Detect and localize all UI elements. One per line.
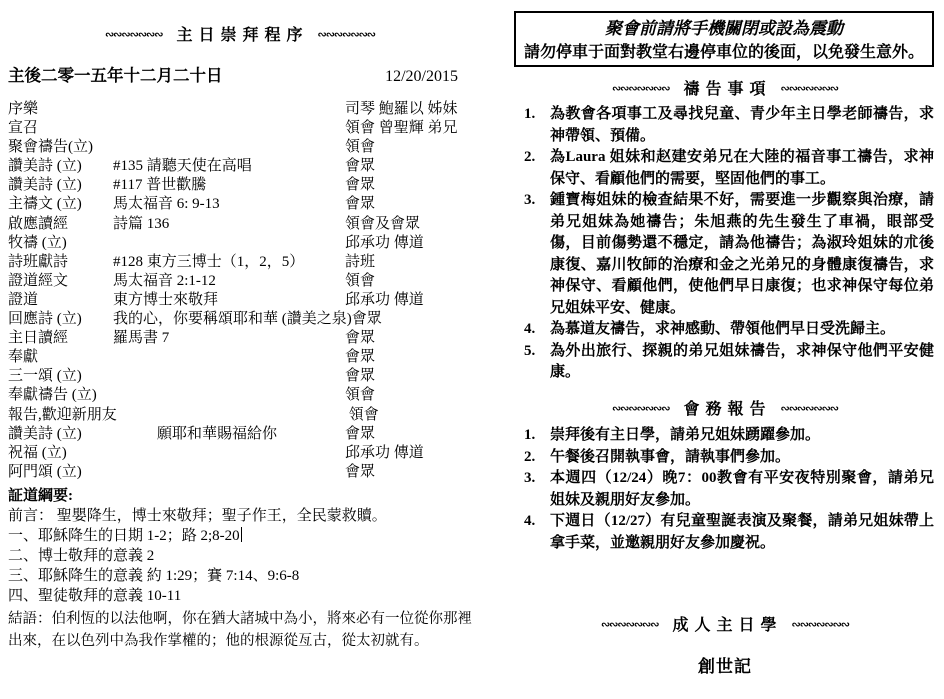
program-row bbox=[8, 272, 472, 291]
program-item-label: 報告,歡迎新朋友 bbox=[8, 406, 117, 423]
sermon-outline bbox=[8, 486, 472, 606]
prayer-section-heading bbox=[514, 76, 936, 99]
program-row bbox=[8, 348, 472, 367]
program-item-label: 啟應讀經 bbox=[8, 215, 69, 232]
program-item-label: 主日讀經 bbox=[8, 330, 69, 347]
program-item-leader: 會眾 bbox=[345, 158, 376, 175]
program-item-label: 讚美詩 (立) bbox=[8, 425, 82, 442]
program-row bbox=[8, 234, 472, 253]
announcement-item bbox=[524, 447, 936, 469]
page-title-text: 主 日 崇 拜 程 序 bbox=[176, 27, 304, 44]
program-item-content bbox=[113, 367, 345, 386]
sermon-outline-line-text: 三、耶穌降生的意義 約 1:29；賽 7:14、9:6-8 bbox=[8, 568, 300, 584]
sermon-outline-line-text: 四、聖徒敬拜的意義 10-11 bbox=[8, 588, 182, 604]
announcement-item-number: 4. bbox=[524, 513, 536, 529]
ornament-icon: ∾∾∾∾∾∾∾ bbox=[611, 402, 670, 415]
program-row bbox=[8, 291, 472, 310]
program-item-leader: 領會 bbox=[348, 406, 379, 423]
prayer-item-text: 為外出旅行、探親的弟兄姐妹禱告，求神保守他們平安健康。 bbox=[550, 342, 934, 380]
sermon-conclusion: 結語：伯利恆的以法他啊，你在猶大諸城中為小，將來必有一位從你那裡出來，在以色列中為我作掌權的；他的根源從亙古，從太初就有。 bbox=[8, 611, 472, 649]
sermon-outline-line-text: 一、耶穌降生的日期 1-2；路 2;8-20 bbox=[8, 528, 240, 544]
program-item-leader: 會眾 bbox=[345, 463, 376, 480]
notice-line-parking: 請勿停車于面對教堂右邊停車位的後面，以免發生意外。 bbox=[523, 44, 924, 61]
ornament-icon: ∾∾∾∾∾∾∾ bbox=[600, 618, 659, 631]
program-row bbox=[8, 119, 472, 138]
ornament-icon: ∾∾∾∾∾∾∾ bbox=[791, 618, 850, 631]
announcement-item-text: 崇拜後有主日學，請弟兄姐妹踴躍參加。 bbox=[550, 427, 821, 443]
program-item-label: 三一頌 (立) bbox=[8, 368, 82, 385]
program-item-label: 宣召 bbox=[8, 120, 39, 137]
program-item-content: 馬太福音 6: 9-13 bbox=[113, 196, 220, 213]
ornament-icon: ∾∾∾∾∾∾∾ bbox=[780, 82, 839, 95]
program-item-content bbox=[113, 138, 345, 157]
program-item-leader: 領會及會眾 bbox=[345, 215, 421, 232]
prayer-list bbox=[524, 104, 936, 384]
sermon-outline-line bbox=[8, 586, 472, 606]
program-item-label: 讚美詩 (立) bbox=[8, 177, 82, 194]
program-item-label: 祝福 (立) bbox=[8, 444, 67, 461]
date-western: 12/20/2015 bbox=[385, 68, 458, 85]
announcement-item-text: 本週四（12/24）晚7：00教會有平安夜特別聚會，請弟兄姐妹及親朋好友參加。 bbox=[550, 470, 934, 508]
program-item-content: #128 東方三博士（1，2，5） bbox=[113, 253, 305, 270]
program-row bbox=[8, 215, 472, 234]
program-item-leader: 會眾 bbox=[345, 196, 376, 213]
sermon-outline-line bbox=[8, 546, 472, 566]
ornament-icon: ∾∾∾∾∾∾∾ bbox=[780, 402, 839, 415]
program-row bbox=[8, 100, 472, 119]
ornament-icon: ∾∾∾∾∾∾∾ bbox=[611, 82, 670, 95]
program-item-content bbox=[113, 444, 345, 463]
text-cursor[interactable] bbox=[241, 527, 243, 542]
program-row bbox=[8, 386, 472, 405]
ornament-icon: ∾∾∾∾∾∾∾ bbox=[104, 28, 163, 41]
prayer-item-text: 為慕道友禱告，求神感動、帶領他們早日受洗歸主。 bbox=[550, 321, 896, 337]
sermon-outline-heading: 証道綱要: bbox=[8, 488, 73, 504]
program-row bbox=[8, 463, 472, 482]
notice-line-phones: 聚會前請將手機關閉或設為震動 bbox=[605, 19, 843, 38]
page-title bbox=[8, 22, 472, 45]
program-item-content: 詩篇 136 bbox=[113, 215, 170, 232]
program-table bbox=[8, 100, 472, 482]
program-item-label: 序樂 bbox=[8, 101, 39, 117]
program-item-content: 願耶和華賜福給你 bbox=[157, 425, 278, 442]
program-item-leader: 邱承功 傳道 bbox=[345, 444, 424, 461]
prayer-item-text: 為教會各項事工及尋找兒童、青少年主日學老師禱告，求神帶領、預備。 bbox=[550, 106, 934, 144]
program-item-content bbox=[117, 406, 349, 425]
sunday-school-heading bbox=[514, 612, 936, 635]
program-item-content bbox=[113, 463, 345, 482]
sermon-outline-line-text: 前言： 聖嬰降生，博士來敬拜；聖子作王，全民蒙救贖。 bbox=[8, 508, 387, 524]
prayer-item-text: 鍾寶梅姐妹的檢查結果不好，需要進一步觀察與治療，請弟兄姐妹為她禱告；朱旭燕的先生發生了車禍，眼部受傷，目前傷勢還不穩定，請為他禱告；為淑玲姐妹的朮後康復、嘉川牧師的治療和金之光弟兄的身體康復禱告，求神保守、看顧他們，使他們早日康復；也求神保守每位弟兄姐妹平安、健康。 bbox=[550, 192, 934, 316]
program-item-leader: 會眾 bbox=[345, 349, 376, 366]
announcement-item-number: 1. bbox=[524, 427, 536, 443]
program-item-leader: 會眾 bbox=[345, 330, 376, 347]
announcement-item-text: 午餐後召開執事會，請執事們參加。 bbox=[550, 448, 791, 465]
program-item-label: 奉獻 bbox=[8, 349, 39, 366]
program-item-label: 聚會禱告(立) bbox=[8, 139, 93, 156]
sermon-outline-line bbox=[8, 506, 472, 526]
program-item-leader: 司琴 鮑羅以 姊妹 bbox=[345, 101, 458, 117]
announcement-item-text: 下週日（12/27）有兒童聖誕表演及聚餐，請弟兄姐妹帶上拿手菜，並邀親朋好友參加慶祝。 bbox=[550, 513, 934, 551]
program-item-content: 馬太福音 2:1-12 bbox=[113, 272, 216, 289]
program-item-content: 東方博士來敬拜 bbox=[113, 291, 219, 308]
program-item-content bbox=[113, 386, 345, 405]
announcement-item-number: 2. bbox=[524, 448, 536, 465]
worship-program-panel bbox=[8, 0, 472, 699]
announcements-section-heading bbox=[514, 396, 936, 419]
program-row bbox=[8, 329, 472, 348]
program-item-label: 回應詩 (立) bbox=[8, 311, 82, 328]
program-item-label: 詩班獻詩 bbox=[8, 253, 69, 270]
program-item-content: 羅馬書 7 bbox=[113, 330, 170, 347]
announcement-item bbox=[524, 425, 936, 447]
program-item-leader: 領會 bbox=[345, 387, 376, 404]
prayer-item-number: 2. bbox=[524, 149, 536, 165]
program-item-content: #117 普世歡騰 bbox=[113, 177, 207, 194]
program-row bbox=[8, 367, 472, 386]
program-item-label: 證道 bbox=[8, 291, 39, 308]
announcements-heading-text: 會 務 報 告 bbox=[683, 401, 767, 418]
program-item-content bbox=[113, 119, 345, 138]
program-row bbox=[8, 176, 472, 195]
program-row bbox=[8, 157, 472, 176]
prayer-heading-text: 禱 告 事 項 bbox=[683, 81, 767, 98]
prayer-item-number: 3. bbox=[524, 192, 536, 208]
prayer-item bbox=[524, 319, 936, 341]
sunday-school-topic: 創世記 bbox=[698, 657, 752, 676]
prayer-item bbox=[524, 104, 936, 147]
sunday-school-heading-text: 成 人 主 日 學 bbox=[672, 617, 778, 634]
prayer-item-number: 1. bbox=[524, 106, 536, 122]
program-item-leader: 會眾 bbox=[345, 425, 376, 442]
program-item-leader: 詩班 bbox=[345, 253, 376, 270]
program-row bbox=[8, 138, 472, 157]
program-item-content bbox=[113, 348, 345, 367]
announcement-item bbox=[524, 511, 936, 554]
program-item-leader: 邱承功 傳道 bbox=[345, 291, 424, 308]
ornament-icon: ∾∾∾∾∾∾∾ bbox=[317, 28, 376, 41]
program-item-content: #135 請聽天使在高唱 bbox=[113, 158, 252, 175]
program-item-leader: 領會 bbox=[345, 272, 376, 289]
prayer-item-text: 為Laura 姐妹和赵建安弟兄在大陸的福音事工禱告，求神保守、看顧他們的需要，堅固他們的事工。 bbox=[550, 149, 934, 187]
program-item-content bbox=[113, 234, 345, 253]
program-item-leader: 會眾 bbox=[345, 368, 376, 385]
program-item-content bbox=[113, 100, 345, 119]
sermon-outline-line-text: 二、博士敬拜的意義 2 bbox=[8, 548, 155, 564]
program-item-label: 阿門頌 (立) bbox=[8, 463, 82, 480]
program-item-content: 我的心，你要稱頌耶和華 (讚美之泉) bbox=[113, 311, 352, 328]
program-row bbox=[8, 253, 472, 272]
program-item-leader: 領會 曾聖輝 弟兄 bbox=[345, 120, 458, 137]
program-item-leader: 會眾 bbox=[351, 311, 382, 328]
sermon-outline-line bbox=[8, 526, 472, 546]
prayer-item-number: 5. bbox=[524, 342, 536, 359]
announcements-panel bbox=[514, 0, 936, 699]
program-row bbox=[8, 310, 472, 329]
announcement-item bbox=[524, 468, 936, 511]
program-item-leader: 邱承功 傳道 bbox=[345, 234, 424, 251]
program-item-label: 牧禱 (立) bbox=[8, 234, 67, 251]
program-item-label: 奉獻禱告 (立) bbox=[8, 387, 97, 404]
program-row bbox=[8, 444, 472, 463]
program-row bbox=[8, 195, 472, 214]
date-line bbox=[8, 62, 472, 86]
prayer-item bbox=[524, 147, 936, 190]
sermon-outline-line bbox=[8, 566, 472, 586]
program-item-label: 證道經文 bbox=[8, 272, 69, 289]
announcements-list bbox=[524, 425, 936, 554]
prayer-item bbox=[524, 190, 936, 319]
program-item-leader: 會眾 bbox=[345, 177, 376, 194]
program-row bbox=[8, 425, 472, 444]
program-item-label: 主禱文 (立) bbox=[8, 196, 82, 213]
program-item-leader: 領會 bbox=[345, 139, 376, 156]
program-row bbox=[8, 406, 472, 425]
prayer-item-number: 4. bbox=[524, 321, 536, 337]
program-item-label: 讚美詩 (立) bbox=[8, 158, 82, 175]
announcement-item-number: 3. bbox=[524, 470, 536, 486]
date-chinese: 主後二零一五年十二月二十日 bbox=[8, 66, 223, 85]
prayer-item bbox=[524, 341, 936, 384]
notice-box bbox=[514, 11, 934, 67]
